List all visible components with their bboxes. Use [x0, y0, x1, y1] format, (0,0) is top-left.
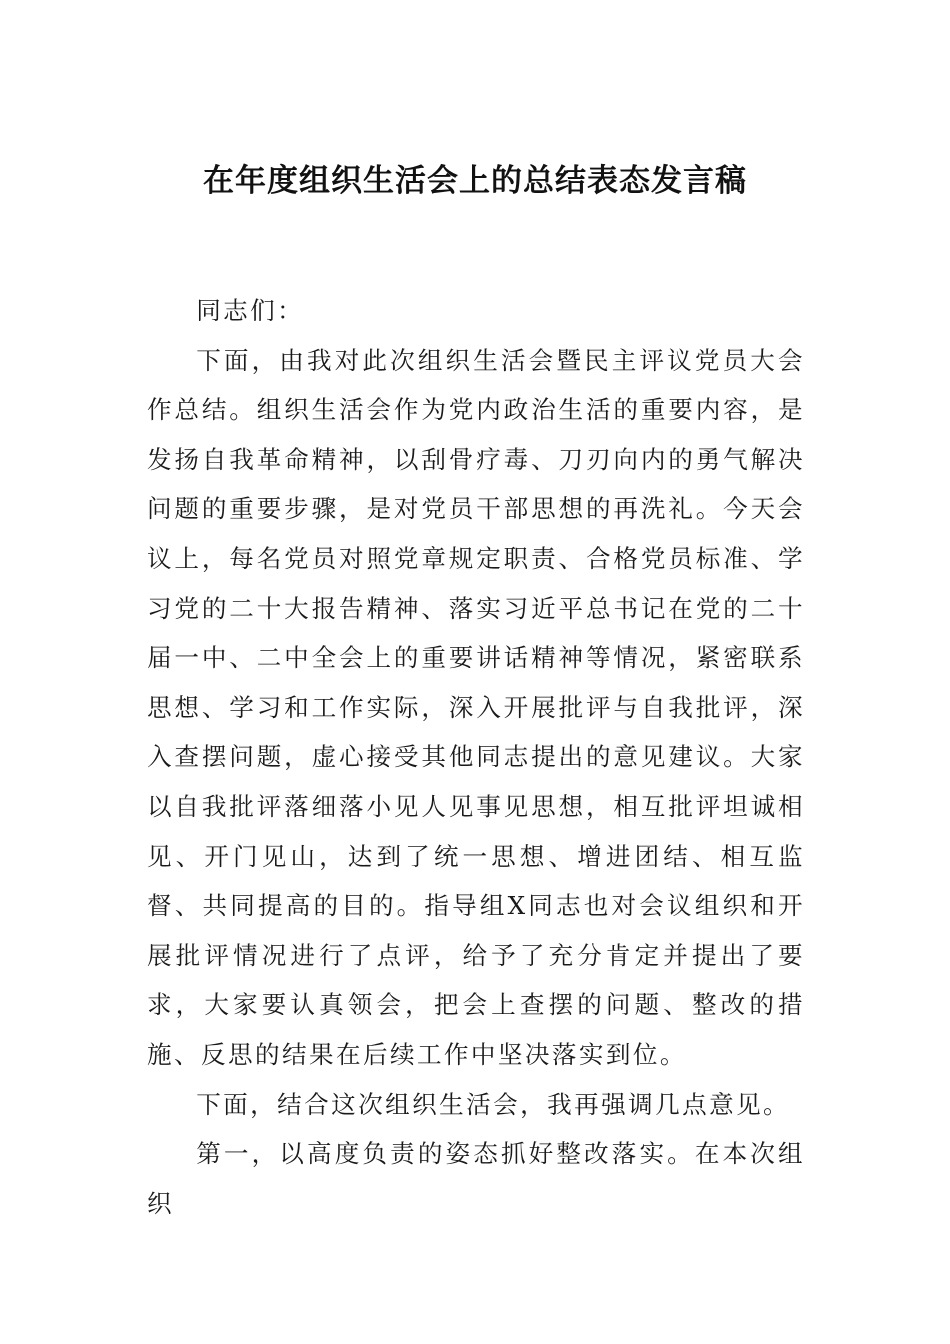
document-body	[147, 286, 805, 1228]
salutation-paragraph: 同志们：	[196, 296, 305, 325]
summary-paragraph: 下面，由我对此次组织生活会暨民主评议党员大会作总结。组织生活会作为党内政治生活的重要内容，是发扬自我革命精神，以刮骨疗毒、刀刃向内的勇气解决问题的重要步骤，是对党员干部思想的再洗礼。今天会议上，每名党员对照党章规定职责、合格党员标准、学习党的二十大报告精神、落实习近平总书记在党的二十届一中、二中全会上的重要讲话精神等情况，紧密联系思想、学习和工作实际，深入开展批评与自我批评，深入查摆问题，虚心接受其他同志提出的意见建议。大家以自我批评落细落小见人见事见思想，相互批评坦诚相见、开门见山，达到了统一思想、增进团结、相互监督、共同提高的目的。指导组X同志也对会议组织和开展批评情况进行了点评，给予了充分肯定并提出了要求，大家要认真领会，把会上查摆的问题、整改的措施、反思的结果在后续工作中坚决落实到位。	[147, 345, 805, 1069]
transition-paragraph: 下面，结合这次组织生活会，我再强调几点意见。	[196, 1089, 791, 1119]
document-title: 在年度组织生活会上的总结表态发言稿	[203, 163, 747, 199]
point-one-paragraph: 第一，以高度负责的姿态抓好整改落实。在本次组织	[147, 1139, 805, 1218]
